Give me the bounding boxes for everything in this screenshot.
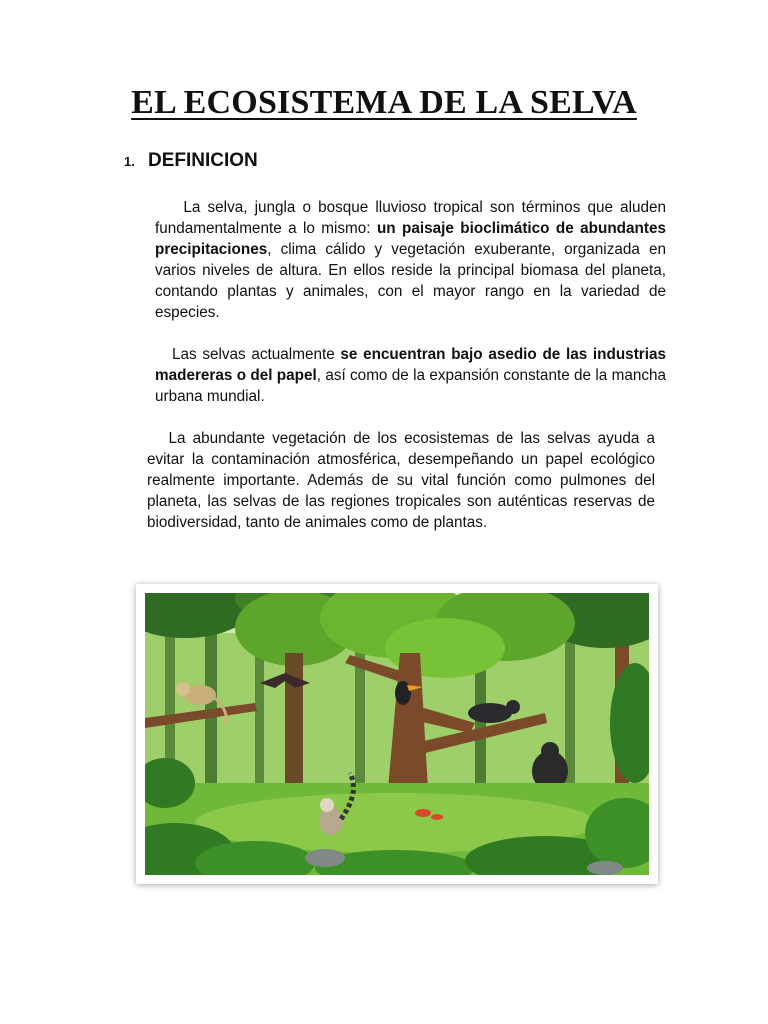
section-heading xyxy=(124,150,258,172)
toucan xyxy=(395,681,411,705)
paragraph-bold-text: se encuentran bajo asedio de las industrias madereras o del papel xyxy=(155,346,667,384)
section-number: 1. xyxy=(124,154,135,169)
panther xyxy=(468,703,512,723)
paragraph-text: La selva, jungla o bosque lluvioso tropical son términos que aluden fundamentalmente a lo mismo: xyxy=(155,199,666,237)
section-title: DEFINICION xyxy=(148,150,258,171)
paragraph-importance xyxy=(147,428,655,533)
paragraph-threats xyxy=(155,344,666,407)
jungle-scene-image xyxy=(145,593,649,875)
paragraph-text: La abundante vegetación de los ecosistemas de las selvas ayuda a evitar la contaminación atmosférica, desempeñando un papel ecológico realmente importante. Además de su vital función como pulmones del planeta, las selvas de las regiones tropicales son auténticas reservas de biodiversidad, tanto de animales como de plantas. xyxy=(147,430,656,531)
paragraph-text: , clima cálido y vegetación exuberante, organizada en varios niveles de altura. En ellos reside la principal biomasa del planeta, contando plantas y animales, con el mayor rango en la variedad de especies. xyxy=(155,241,666,321)
paragraph-text: Las selvas actualmente xyxy=(172,346,341,363)
paragraph-text: , así como de la expansión constante de la mancha urbana mundial. xyxy=(155,367,666,405)
paragraph-definition xyxy=(155,197,666,323)
paragraph-bold-text: un paisaje bioclimático de abundantes precipitaciones xyxy=(155,220,666,258)
lemur xyxy=(319,807,343,835)
page-title-text: EL ECOSISTEMA DE LA SELVA xyxy=(131,84,637,121)
jungle-illustration xyxy=(136,584,658,884)
page-title xyxy=(0,84,768,122)
